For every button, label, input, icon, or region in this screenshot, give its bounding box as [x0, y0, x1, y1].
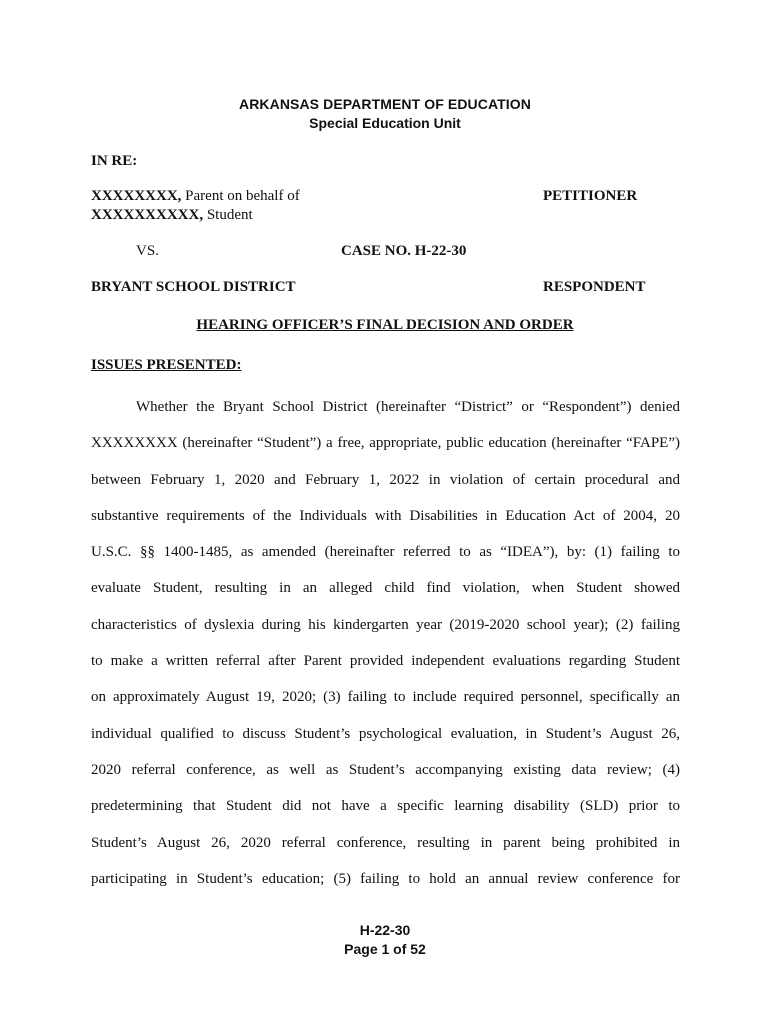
- unit-heading: Special Education Unit: [309, 115, 461, 131]
- body-line: on approximately August 19, 2020; (3) failing to include required personnel, specifically an: [91, 689, 680, 706]
- body-line: evaluate Student, resulting in an alleged child find violation, when Student showed: [91, 580, 680, 597]
- body-line: Whether the Bryant School District (hereinafter “District” or “Respondent”) denied: [136, 399, 680, 415]
- body-line: predetermining that Student did not have a specific learning disability (SLD) prior to: [91, 798, 680, 815]
- body-line: substantive requirements of the Individuals with Disabilities in Education Act of 2004, 20: [91, 507, 680, 524]
- body-line: characteristics of dyslexia during his kindergarten year (2019-2020 school year); (2) failing: [91, 616, 680, 633]
- vs-label: VS.: [136, 243, 159, 259]
- student-line: [91, 207, 253, 224]
- parent-desc: Parent on behalf of: [181, 188, 300, 204]
- respondent-label: RESPONDENT: [543, 279, 646, 295]
- parent-name: XXXXXXXX,: [91, 188, 182, 204]
- body-line: between February 1, 2020 and February 1, 2022 in violation of certain procedural and: [91, 471, 680, 488]
- body-paragraph: [91, 396, 680, 904]
- footer-page-number: Page 1 of 52: [344, 941, 426, 957]
- issues-heading: ISSUES PRESENTED:: [91, 357, 242, 373]
- body-line: U.S.C. §§ 1400-1485, as amended (hereinafter referred to as “IDEA”), by: (1) failing to: [91, 544, 680, 561]
- agency-heading: ARKANSAS DEPARTMENT OF EDUCATION: [238, 96, 531, 112]
- student-name: XXXXXXXXXX,: [91, 207, 204, 223]
- document-title: HEARING OFFICER’S FINAL DECISION AND ORDER: [196, 317, 574, 333]
- body-line: 2020 referral conference, as well as Student’s accompanying existing data review; (4): [91, 761, 680, 778]
- body-line: XXXXXXXX (hereinafter “Student”) a free, appropriate, public education (hereinafter “FAPE”): [91, 435, 680, 452]
- petitioner-label: PETITIONER: [543, 188, 638, 204]
- student-desc: Student: [203, 207, 253, 223]
- body-line: Student’s August 26, 2020 referral conference, resulting in parent being prohibited in: [91, 834, 680, 851]
- body-line: participating in Student’s education; (5) failing to hold an annual review conference for: [91, 870, 680, 887]
- in-re-label: IN RE:: [91, 153, 138, 169]
- case-number: CASE NO. H-22-30: [341, 243, 467, 259]
- parent-line: [91, 188, 300, 205]
- footer-case-number: H-22-30: [359, 922, 411, 938]
- body-line: individual qualified to discuss Student’s psychological evaluation, in Student’s August 26,: [91, 725, 680, 742]
- body-line: to make a written referral after Parent provided independent evaluations regarding Student: [91, 653, 680, 670]
- district-name: BRYANT SCHOOL DISTRICT: [91, 279, 296, 295]
